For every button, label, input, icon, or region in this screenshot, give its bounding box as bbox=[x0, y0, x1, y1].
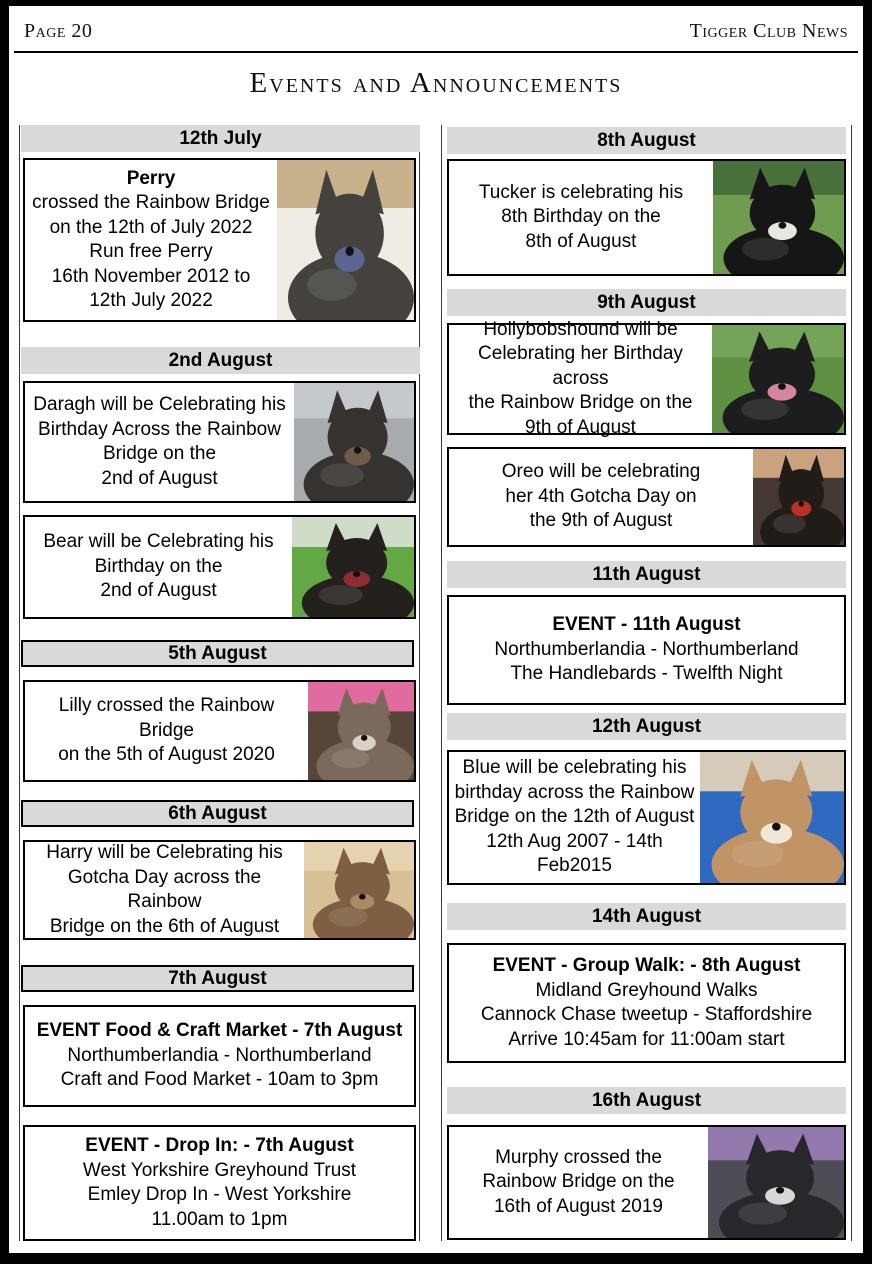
text-line: her 4th Gotcha Day on bbox=[505, 485, 697, 507]
text-line: EVENT - Group Walk: - 8th August bbox=[492, 955, 801, 976]
text-line: 8th of August bbox=[525, 230, 637, 252]
card-oreo bbox=[447, 447, 846, 547]
card-food-craft-market bbox=[23, 1005, 416, 1107]
tucker-photo bbox=[713, 161, 844, 274]
date-header-14th-august: 14th August bbox=[447, 903, 846, 930]
newsletter-page bbox=[7, 4, 865, 1255]
left-column bbox=[19, 123, 420, 1241]
bear-photo bbox=[292, 517, 414, 617]
text-line: Oreo will be celebrating bbox=[501, 461, 701, 483]
date-header-6th-august: 6th August bbox=[21, 800, 414, 827]
text-line: 12th July 2022 bbox=[89, 290, 213, 311]
text-line: birthday across the Rainbow bbox=[454, 781, 695, 803]
text-line: 2nd of August bbox=[100, 580, 217, 602]
text-line: Birthday Across the Rainbow bbox=[38, 418, 281, 440]
card-food-craft-market-text bbox=[25, 1007, 414, 1105]
murphy-photo bbox=[708, 1127, 844, 1238]
card-event-11th-august-text bbox=[449, 597, 844, 703]
date-header-16th-august: 16th August bbox=[447, 1087, 846, 1114]
daragh-photo bbox=[294, 383, 414, 501]
card-hollybobshound bbox=[447, 318, 846, 438]
text-line: Cannock Chase tweetup - Staffordshire bbox=[480, 1004, 813, 1025]
text-line: EVENT Food & Craft Market - 7th August bbox=[36, 1020, 403, 1042]
text-line: Northumberlandia - Northumberland bbox=[494, 638, 799, 660]
card-oreo-text bbox=[449, 449, 753, 545]
text-line: Tucker is celebrating his bbox=[478, 181, 684, 203]
text-line: Emley Drop In - West Yorkshire bbox=[87, 1184, 352, 1205]
date-header-2nd-august: 2nd August bbox=[21, 347, 420, 374]
perry-photo bbox=[277, 160, 414, 320]
text-line: Murphy crossed the bbox=[495, 1146, 662, 1168]
text-line: Arrive 10:45am for 11:00am start bbox=[508, 1028, 785, 1050]
text-line: 9th of August bbox=[525, 416, 636, 438]
card-daragh-text bbox=[25, 383, 294, 501]
text-line: on the 5th of August 2020 bbox=[58, 744, 275, 766]
date-header-9th-august: 9th August bbox=[447, 289, 846, 316]
text-line: Rainbow Bridge on the bbox=[482, 1171, 675, 1193]
text-line: 8th Birthday on the bbox=[501, 206, 661, 228]
right-column bbox=[441, 123, 852, 1241]
text-line: EVENT - Drop In: - 7th August bbox=[85, 1135, 354, 1156]
text-line: the Rainbow Bridge on the bbox=[468, 392, 693, 414]
text-line: Run free Perry bbox=[89, 241, 213, 262]
text-line: Midland Greyhound Walks bbox=[535, 979, 758, 1001]
masthead: Tigger Club News bbox=[689, 20, 848, 42]
page-title: Events and Announcements bbox=[249, 67, 623, 99]
page-header bbox=[14, 6, 858, 43]
text-line: Bridge on the 6th of August bbox=[49, 915, 280, 937]
harry-photo bbox=[304, 842, 414, 938]
date-header-7th-august: 7th August bbox=[21, 965, 414, 992]
blue-photo bbox=[700, 752, 844, 883]
card-blue-text bbox=[449, 752, 700, 883]
text-line: 2nd of August bbox=[101, 467, 218, 489]
text-line: 16th of August 2019 bbox=[493, 1195, 664, 1217]
date-header-11th-august: 11th August bbox=[447, 561, 846, 588]
text-line: Blue will be celebrating his bbox=[462, 757, 687, 779]
text-line: on the 12th of July 2022 bbox=[49, 216, 253, 238]
text-line: Bridge on the 12th of August bbox=[454, 806, 695, 828]
card-perry bbox=[23, 158, 416, 322]
card-perry-text bbox=[25, 160, 277, 320]
text-line: Hollybobshound will be bbox=[483, 318, 678, 340]
text-line: Lilly crossed the Rainbow Bridge bbox=[58, 695, 275, 741]
card-tucker-text bbox=[449, 161, 713, 274]
card-murphy bbox=[447, 1125, 846, 1240]
card-bear-text bbox=[25, 517, 292, 617]
card-group-walk-text bbox=[449, 945, 844, 1061]
oreo-photo bbox=[753, 449, 844, 545]
page-number: Page 20 bbox=[24, 20, 93, 42]
card-bear bbox=[23, 515, 416, 619]
header-divider bbox=[14, 51, 858, 53]
text-line: Daragh will be Celebrating his bbox=[33, 394, 286, 415]
card-drop-in bbox=[23, 1125, 416, 1241]
text-line: the 9th of August bbox=[529, 510, 673, 532]
date-header-5th-august: 5th August bbox=[21, 640, 414, 667]
text-line: 12th Aug 2007 - 14th Feb2015 bbox=[486, 830, 663, 877]
card-lilly bbox=[23, 680, 416, 782]
text-line: Craft and Food Market - 10am to 3pm bbox=[60, 1069, 379, 1091]
card-harry-text bbox=[25, 842, 304, 938]
card-blue bbox=[447, 750, 846, 885]
card-event-11th-august bbox=[447, 595, 846, 705]
text-line: Harry will be Celebrating his bbox=[46, 842, 283, 863]
columns bbox=[14, 123, 858, 1241]
card-drop-in-text bbox=[25, 1127, 414, 1239]
text-line: The Handlebards - Twelfth Night bbox=[510, 663, 783, 685]
card-harry bbox=[23, 840, 416, 940]
text-line: crossed the Rainbow Bridge bbox=[32, 192, 270, 213]
text-line: Gotcha Day across the Rainbow bbox=[67, 866, 262, 912]
text-line: Celebrating her Birthday across bbox=[478, 343, 683, 389]
text-line: Bridge on the bbox=[102, 443, 217, 464]
text-line: Northumberlandia - Northumberland bbox=[67, 1044, 372, 1066]
card-group-walk bbox=[447, 943, 846, 1063]
card-murphy-text bbox=[449, 1127, 708, 1238]
text-line: Perry bbox=[126, 167, 176, 189]
card-daragh bbox=[23, 381, 416, 503]
text-line: EVENT - 11th August bbox=[552, 614, 741, 636]
date-header-8th-august: 8th August bbox=[447, 127, 846, 154]
date-header-12th-july: 12th July bbox=[21, 125, 420, 152]
card-lilly-text bbox=[25, 682, 308, 780]
card-hollybobshound-text bbox=[449, 318, 712, 438]
text-line: 16th November 2012 to bbox=[51, 265, 251, 287]
text-line: Birthday on the bbox=[94, 555, 223, 577]
lilly-photo bbox=[308, 682, 414, 780]
date-header-12th-august: 12th August bbox=[447, 713, 846, 740]
card-tucker bbox=[447, 159, 846, 276]
text-line: 11.00am to 1pm bbox=[151, 1208, 288, 1230]
hollybobshound-photo bbox=[712, 325, 844, 433]
text-line: Bear will be Celebrating his bbox=[43, 531, 274, 553]
text-line: West Yorkshire Greyhound Trust bbox=[82, 1159, 357, 1181]
